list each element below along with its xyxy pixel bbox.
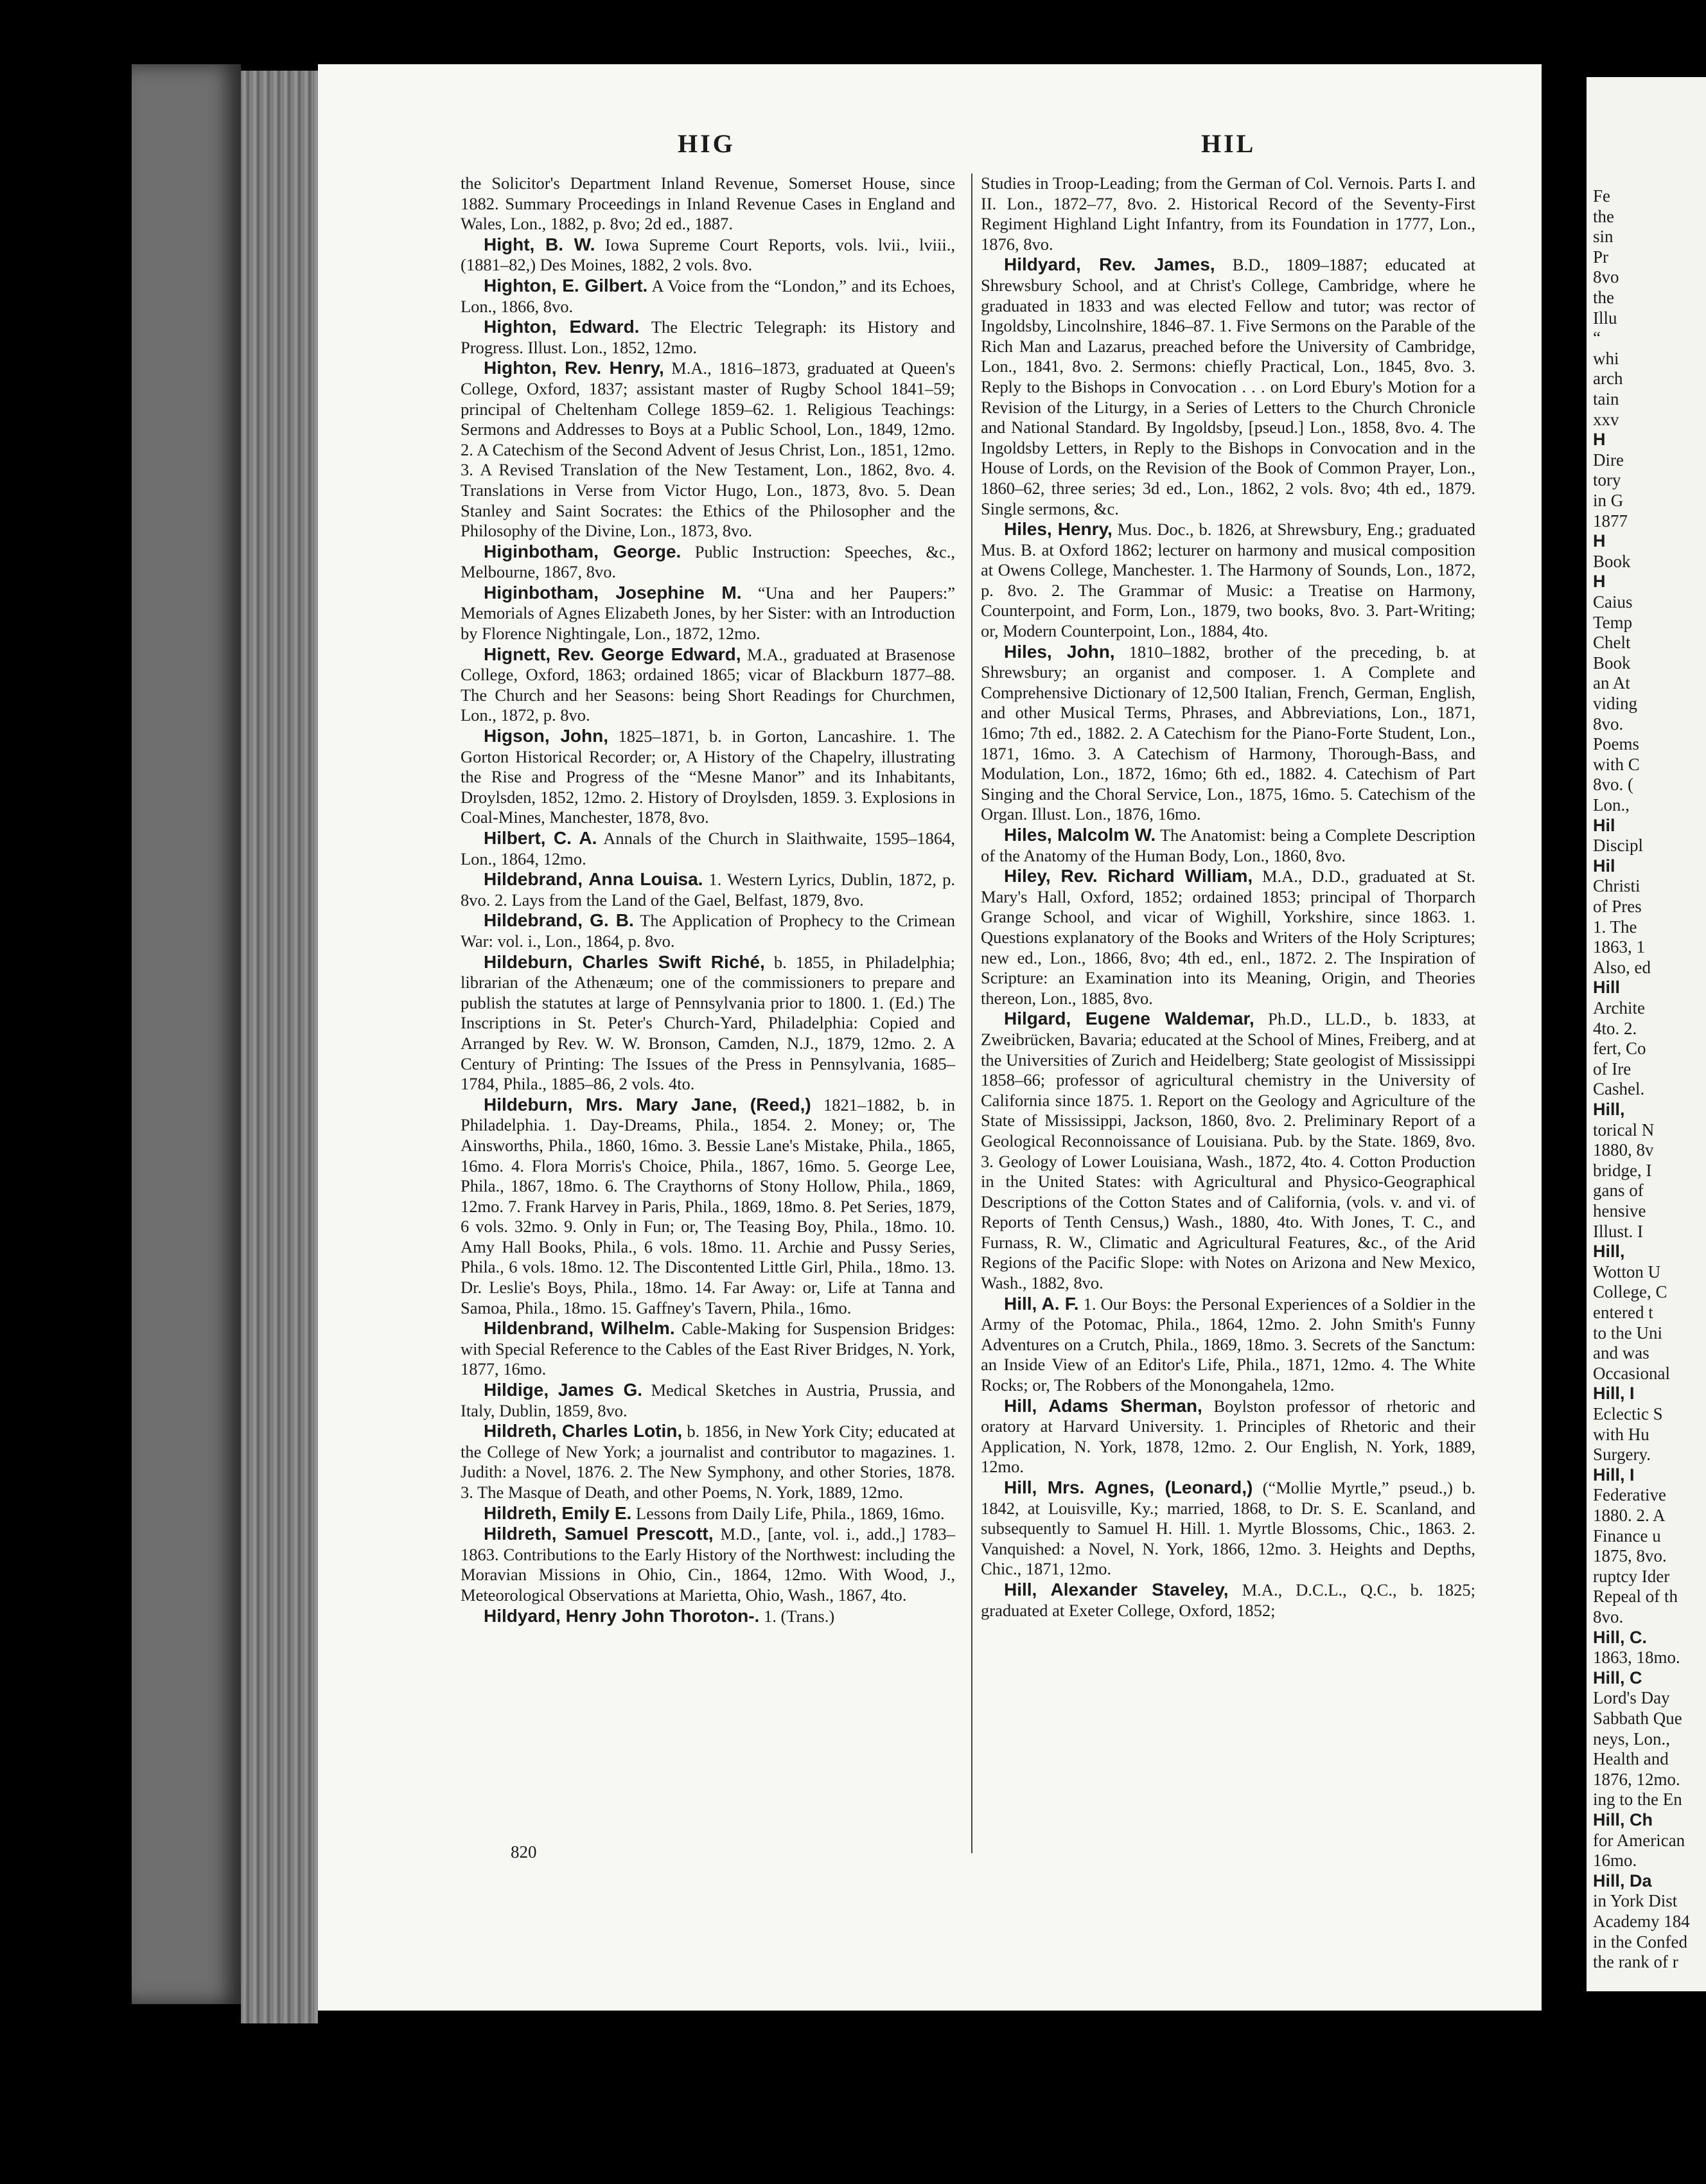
adjacent-page-fragment: Dire xyxy=(1593,450,1624,470)
adjacent-page-fragment: Book xyxy=(1593,653,1631,673)
adjacent-page-fragment: 1880, 8v xyxy=(1593,1140,1654,1160)
dictionary-entry xyxy=(461,869,955,910)
entry-headword: Hiley, Rev. Richard William, xyxy=(1004,866,1253,886)
adjacent-page-fragment: “ xyxy=(1593,328,1601,348)
adjacent-page-fragment: fert, Co xyxy=(1593,1039,1646,1059)
entry-headword: Hill, Alexander Staveley, xyxy=(1004,1579,1229,1599)
adjacent-page-fragment: with Hu xyxy=(1593,1424,1649,1444)
entry-text: 1. Western Lyrics, Dublin, 1872, p. 8vo. 2. Lays from the Land of the Gael, Belfast, 1879, 8vo. xyxy=(461,870,955,910)
adjacent-page-fragment: Christi xyxy=(1593,876,1640,896)
entry-headword: Highton, E. Gilbert. xyxy=(484,275,648,295)
entry-text: Boylston professor of rhetoric and oratory at Harvard University. 1. Principles of Rhetoric and their Application, N. York, 1878, 12mo. 2. Our English, N. York, 1889, 12mo. xyxy=(981,1396,1476,1477)
entry-text: 1821–1882, b. in Philadelphia. 1. Day-Dreams, Phila., 1854. 2. Money; or, The Ainsworths, Phila., 1860, 16mo. 3. Bessie Lane's Mistake, Phila., 1865, 16mo. 4. Flora Morris's Choice, Phila., 1867, 16mo. 5. George Lee, Phila., 1867, 18mo. 6. The Craythorns of Stony Hollow, Phila., 1869, 12mo. 7. Frank Harvey in Paris, Phila., 1869, 18mo. 8. Pet Series, 1879, 6 vols. 32mo. 9. Only in Fun; or, The Teasing Boy, Phila., 18mo. 10. Amy Hall Books, Phila., 6 vols. 18mo. 11. Archie and Pussy Series, Phila., 6 vols. 18mo. 12. The Discontented Little Girl, Phila., 18mo. 13. Dr. Leslie's Boys, Phila., 18mo. 14. Far Away: or, Life at Tanna and Samoa, Phila., 18mo. 15. Gaffney's Tavern, Phila., 16mo. xyxy=(461,1095,955,1317)
adjacent-page-fragment: Hill, Da xyxy=(1593,1871,1652,1890)
entry-text: B.D., 1809–1887; educated at Shrewsbury School, and at Christ's College, Cambridge, where he graduated in 1833 and was elected Fellow and tutor; was rector of Ingoldsby, Lincolnshire, 1846–87. 1. Five Sermons on the Parable of the Rich Man and Lazarus, preached before the University of Cambridge, Lon., 1841, 8vo. 2. Sermons: chiefly Practical, Lon., 1845, 8vo. 3. Reply to the Bishops in Convocation . . . on Lord Ebury's Motion for a Revision of the Liturgy, in a Series of Letters to the Church Chronicle and National Standard. By Ingoldsby, [pseud.] Lon., 1858, 8vo. 4. The Ingoldsby Letters, in Reply to the Bishops in Convocation and in the House of Lords, on the Revision of the Book of Common Prayer, Lon., 1860–62, three series; 3d ed., Lon., 1862, 2 vols. 8vo; 4th ed., 1879. Single sermons, &c. xyxy=(981,255,1475,518)
adjacent-page-fragment: Hil xyxy=(1593,815,1615,835)
adjacent-page-fragment: torical N xyxy=(1593,1120,1655,1140)
adjacent-page-fragment: arch xyxy=(1593,369,1623,389)
adjacent-page-fragment: Hill, C. xyxy=(1593,1627,1648,1647)
dictionary-entry xyxy=(461,1380,955,1421)
adjacent-page-fragment: 8vo. ( xyxy=(1593,775,1633,795)
entry-headword: Higinbotham, George. xyxy=(484,541,682,561)
adjacent-page-fragment: Illu xyxy=(1593,308,1617,328)
entry-text: 1810–1882, brother of the preceding, b. at Shrewsbury; an organist and composer. 1. A Complete and Comprehensive Dictionary of 12,500 Italian, French, German, English, and other Musical Terms, Phrases, and Abbreviations, Lon., 1871, 16mo; 7th ed., 1882. 2. A Catechism for the Piano-Forte Student, Lon., 1871, 16mo. 3. A Catechism of Harmony, Thorough-Bass, and Modulation, Lon., 1872, 16mo; 6th ed., 1882. 4. Catechism of Part Singing and the Choral Service, Lon., 1875, 16mo. 5. Catechism of the Organ. Illust. Lon., 1876, 16mo. xyxy=(981,642,1475,824)
adjacent-page-fragment: Lon., xyxy=(1593,795,1630,815)
dictionary-entry xyxy=(981,519,1475,642)
dictionary-entry xyxy=(981,642,1475,825)
adjacent-page-fragment: with C xyxy=(1593,754,1640,774)
adjacent-page-fragment: an At xyxy=(1593,673,1630,693)
dictionary-entry xyxy=(981,173,1475,254)
adjacent-page-fragment: Book xyxy=(1593,551,1631,571)
adjacent-page-fragment: Discipl xyxy=(1593,836,1643,856)
adjacent-page-fragment: Lord's Day xyxy=(1593,1688,1670,1708)
adjacent-page-fragment: 8vo xyxy=(1593,267,1619,287)
entry-text: “Una and her Paupers:” Memorials of Agnes Elizabeth Jones, by her Sister: with an Introduction by Florence Nightingale, Lon., 1872, 12mo. xyxy=(461,583,955,644)
entry-text: The Electric Telegraph: its History and Progress. Illust. Lon., 1852, 12mo. xyxy=(461,317,955,357)
adjacent-page-fragment: Hill, Ch xyxy=(1593,1810,1653,1829)
column-divider xyxy=(971,173,972,1853)
entry-headword: Hildreth, Samuel Prescott, xyxy=(484,1524,714,1544)
adjacent-page-fragment: ing to the En xyxy=(1593,1790,1682,1810)
dictionary-entry xyxy=(461,644,955,726)
dictionary-entry xyxy=(981,254,1475,519)
adjacent-page-fragment: Pr xyxy=(1593,247,1609,267)
entry-text: The Anatomist: being a Complete Description of the Anatomy of the Human Body, Lon., 1860, 8vo. xyxy=(981,825,1476,865)
dictionary-entry xyxy=(461,317,955,358)
adjacent-page-fragment: in G xyxy=(1593,491,1624,510)
book-page xyxy=(318,64,1542,2011)
adjacent-page-fragment: 8vo. xyxy=(1593,1607,1624,1626)
adjacent-page-fragment: Sabbath Que xyxy=(1593,1709,1682,1728)
adjacent-page-fragment: Occasional xyxy=(1593,1363,1670,1383)
entry-headword: Hildebrand, G. B. xyxy=(484,910,634,931)
entry-text: M.A., graduated at Brasenose College, Oxford, 1863; ordained 1865; vicar of Blackburn 1877–88. The Church and her Seasons: being Short Readings for Churchmen, Lon., 1872, p. 8vo. xyxy=(461,644,955,725)
adjacent-page-fragment: Illust. I xyxy=(1593,1221,1643,1241)
adjacent-page-fragment: of Pres xyxy=(1593,897,1642,916)
adjacent-page-fragment: Poems xyxy=(1593,734,1640,754)
entry-headword: Hilgard, Eugene Waldemar, xyxy=(1004,1008,1254,1029)
entry-headword: Hildige, James G. xyxy=(484,1380,643,1400)
adjacent-page-fragment: Hill, I xyxy=(1593,1384,1635,1404)
adjacent-page-fragment: Temp xyxy=(1593,612,1633,632)
entry-headword: Hildebrand, Anna Louisa. xyxy=(484,869,703,890)
dictionary-entry xyxy=(461,358,955,541)
adjacent-page-fragment: 1863, 18mo. xyxy=(1593,1648,1680,1668)
adjacent-page-fragment: tory xyxy=(1593,470,1621,490)
adjacent-page-fragment: Hill, xyxy=(1593,1100,1625,1119)
entry-text: 1. Our Boys: the Personal Experiences of a Soldier in the Army of the Potomac, Phila., 1864, 12mo. 2. John Smith's Funny Adventures on a Crutch, Phila., 1869, 18mo. 3. Secrets of the Sanctum: an Inside View of an Editor's Life, Phila., 1871, 12mo. 4. The White Rocks; or, The Robbers of the Monongahela, 12mo. xyxy=(981,1294,1476,1395)
running-head-right: HIL xyxy=(1201,129,1256,158)
entry-headword: Hildenbrand, Wilhelm. xyxy=(484,1318,675,1339)
adjacent-page-fragment: tain xyxy=(1593,389,1619,409)
entry-text: b. 1855, in Philadelphia; librarian of the Athenæum; one of the commissioners to prepare and publish the statutes at large of Pennsylvania prior to 1800. 1. (Ed.) The Inscriptions in St. Peter's Church-Yard, Philadelphia: Copied and Arranged by Rev. W. W. Bronson, Camden, N.J., 1879, 12mo. 2. A Century of Printing: The Issues of the Press in Pennsylvania, 1685–1784, Phila., 1885–86, 2 vols. 4to. xyxy=(461,952,956,1094)
entry-headword: Hildyard, Rev. James, xyxy=(1004,254,1215,275)
adjacent-page-fragment: in York Dist xyxy=(1593,1891,1678,1911)
adjacent-page-fragment: the xyxy=(1593,206,1614,226)
entry-text: Iowa Supreme Court Reports, vols. lvii., lviii., (1881–82,) Des Moines, 1882, 2 vols. 8vo. xyxy=(461,234,955,275)
entry-headword: Higson, John, xyxy=(484,726,608,746)
entry-headword: Hildreth, Charles Lotin, xyxy=(484,1421,683,1441)
adjacent-page-fragment: 16mo. xyxy=(1593,1851,1637,1871)
entry-headword: Hignett, Rev. George Edward, xyxy=(484,644,741,664)
entry-text: Lessons from Daily Life, Phila., 1869, 16mo. xyxy=(631,1503,945,1523)
entry-text: The Application of Prophecy to the Crimean War: vol. i., Lon., 1864, p. 8vo. xyxy=(461,911,955,951)
adjacent-page-fragment: H xyxy=(1593,531,1606,551)
entry-text: Public Instruction: Speeches, &c., Melbourne, 1867, 8vo. xyxy=(461,542,955,582)
adjacent-page-fragment: 8vo. xyxy=(1593,714,1624,734)
entry-headword: Hight, B. W. xyxy=(484,234,595,254)
adjacent-page-fragment: Caius xyxy=(1593,592,1633,612)
book-edge-shadow xyxy=(132,64,241,2004)
adjacent-page-fragment: H xyxy=(1593,430,1606,450)
adjacent-page-fragment: College, C xyxy=(1593,1282,1667,1302)
page-stack-edges xyxy=(241,71,318,2023)
entry-text: 1. (Trans.) xyxy=(759,1606,835,1626)
dictionary-entry xyxy=(981,825,1475,866)
entry-headword: Hiles, John, xyxy=(1004,641,1115,662)
adjacent-page-fragment: entered t xyxy=(1593,1303,1653,1322)
entry-text: M.A., D.C.L., Q.C., b. 1825; graduated at Exeter College, Oxford, 1852; xyxy=(981,1580,1475,1620)
dictionary-entry xyxy=(461,952,955,1095)
dictionary-entry xyxy=(981,1294,1475,1396)
entry-text: M.A., 1816–1873, graduated at Queen's College, Oxford, 1837; assistant master of Rugby School 1841–59; principal of Cheltenham College 1859–62. 1. Religious Teachings: Sermons and Addresses to Boys at a Public School, Lon., 1849, 12mo. 2. A Catechism of the Second Advent of Jesus Christ, Lon., 1851, 12mo. 3. A Revised Translation of the New Testament, Lon., 1862, 8vo. 4. Translations in Verse from Victor Hugo, Lon., 1873, 8vo. 5. Dean Stanley and Saint Socrates: the Ethics of the Philosopher and the Philosophy of the Divine, Lon., 1873, 8vo. xyxy=(461,358,955,541)
dictionary-entry xyxy=(461,234,955,276)
entry-text: the Solicitor's Department Inland Revenue, Somerset House, since 1882. Summary Proceedings in Inland Revenue Cases in England and Wales, Lon., 1882, p. 8vo; 2d ed., 1887. xyxy=(461,173,955,234)
adjacent-page-fragment: 1876, 12mo. xyxy=(1593,1769,1680,1789)
adjacent-page-fragment: 1863, 1 xyxy=(1593,937,1645,957)
adjacent-page-fragment: the rank of r xyxy=(1593,1952,1678,1972)
entry-headword: Highton, Rev. Henry, xyxy=(484,358,664,378)
entry-headword: Highton, Edward. xyxy=(484,317,640,337)
adjacent-page-fragment: Hil xyxy=(1593,856,1615,876)
adjacent-page-fragment: 1877 xyxy=(1593,511,1628,531)
dictionary-entry xyxy=(981,1580,1475,1621)
dictionary-entry xyxy=(461,1095,955,1319)
dictionary-entry xyxy=(461,542,955,583)
entry-headword: Hildyard, Henry John Thoroton-. xyxy=(484,1605,760,1626)
entry-headword: Hill, Adams Sherman, xyxy=(1004,1395,1202,1416)
entry-headword: Hill, Mrs. Agnes, (Leonard,) xyxy=(1004,1477,1253,1497)
adjacent-page-fragment: 1880. 2. A xyxy=(1593,1506,1666,1525)
adjacent-page-fragment: Hill, xyxy=(1593,1242,1625,1262)
page-number: 820 xyxy=(511,1842,537,1862)
dictionary-entry xyxy=(461,583,955,644)
dictionary-entry xyxy=(981,1008,1475,1293)
adjacent-page-fragment: the xyxy=(1593,288,1614,307)
adjacent-page-fragment: for American xyxy=(1593,1830,1685,1850)
entry-headword: Hildeburn, Mrs. Mary Jane, (Reed,) xyxy=(484,1094,811,1114)
left-column xyxy=(461,173,955,1626)
dictionary-entry xyxy=(981,866,1475,1008)
adjacent-page-fragment: ruptcy Ider xyxy=(1593,1566,1670,1586)
adjacent-page-fragment: Repeal of th xyxy=(1593,1587,1678,1607)
adjacent-page-fragment: Eclectic S xyxy=(1593,1404,1663,1423)
dictionary-entry xyxy=(461,828,955,869)
dictionary-entry xyxy=(461,1503,955,1524)
adjacent-page-fragment: bridge, I xyxy=(1593,1160,1652,1180)
adjacent-page-fragment: Hill, C xyxy=(1593,1668,1642,1687)
dictionary-entry xyxy=(461,173,955,234)
entry-headword: Higinbotham, Josephine M. xyxy=(484,582,742,603)
right-column xyxy=(981,173,1475,1621)
adjacent-page-fragment: Finance u xyxy=(1593,1526,1661,1546)
adjacent-page-fragment: 4to. 2. xyxy=(1593,1018,1637,1038)
entry-text: Studies in Troop-Leading; from the German of Col. Vernois. Parts I. and II. Lon., 1872–77, 8vo. 2. Historical Record of the Seventy-First Regiment Highland Light Infantry, from its Foundation in 1777, Lon., 1876, 8vo. xyxy=(981,173,1475,254)
adjacent-page-fragment: hensive xyxy=(1593,1201,1646,1220)
dictionary-entry xyxy=(461,910,955,951)
entry-headword: Hildeburn, Charles Swift Riché, xyxy=(484,951,765,972)
entry-text: M.A., D.D., graduated at St. Mary's Hall, Oxford, 1852; ordained 1853; principal of Thorparch Grange School, and vicar of Wighill, Yorkshire, since 1863. 1. Questions explanatory of the Books and Writers of the Holy Scriptures; new ed., Lon., 1866, 8vo; 4th ed., enl., 1872. 2. The Inspiration of Scripture: an Examination into its Meaning, Origin, and Theories thereon, Lon., 1885, 8vo. xyxy=(981,867,1475,1008)
adjacent-page-fragment: to the Uni xyxy=(1593,1323,1662,1343)
running-head-left: HIG xyxy=(678,129,735,158)
entry-text: A Voice from the “London,” and its Echoes, Lon., 1866, 8vo. xyxy=(461,276,956,316)
adjacent-page-fragment: neys, Lon., xyxy=(1593,1729,1670,1748)
entry-headword: Hill, A. F. xyxy=(1004,1293,1079,1314)
entry-headword: Hiles, Malcolm W. xyxy=(1004,825,1156,845)
dictionary-entry xyxy=(981,1396,1475,1477)
entry-text: Annals of the Church in Slaithwaite, 1595–1864, Lon., 1864, 12mo. xyxy=(461,829,955,868)
adjacent-page-fragment: Fe xyxy=(1593,186,1610,206)
adjacent-page-fragment: Archite xyxy=(1593,998,1645,1017)
adjacent-page-fragment: whi xyxy=(1593,348,1619,368)
adjacent-page-fragment: sin xyxy=(1593,227,1614,247)
entry-text: (“Mollie Myrtle,” pseud.,) b. 1842, at Louisville, Ky.; married, 1868, to Dr. S. E. Scanland, and subsequently to Samuel H. Hill. 1. Myrtle Blossoms, Chic., 1863. 2. Vanquished: a Novel, N. York, 1866, 12mo. 3. Heights and Depths, Chic., 1871, 12mo. xyxy=(981,1478,1475,1579)
entry-headword: Hiles, Henry, xyxy=(1004,519,1112,540)
entry-text: Mus. Doc., b. 1826, at Shrewsbury, Eng.; graduated Mus. B. at Oxford 1862; lecturer on harmony and musical composition at Owens College, Manchester. 1. The Harmony of Sounds, Lon., 1872, p. 8vo. 2. The Grammar of Music: a Treatise on Harmony, Counterpoint, and Form, Lon., 1879, two books, 8vo. 3. Part-Writing; or, Modern Counterpoint, Lon., 1884, 4to. xyxy=(981,520,1475,641)
adjacent-page-fragment: Surgery. xyxy=(1593,1445,1651,1465)
entry-text: b. 1856, in New York City; educated at the College of New York; a journalist and contributor to magazines. 1. Judith: a Novel, 1876. 2. The New Symphony, and other Stories, 1878. 3. The Masque of Death, and other Poems, N. York, 1889, 12mo. xyxy=(461,1422,955,1502)
adjacent-page-fragment: Cashel. xyxy=(1593,1079,1645,1099)
adjacent-page-fragment: Wotton U xyxy=(1593,1262,1661,1281)
adjacent-page-fragment: in the Confed xyxy=(1593,1932,1687,1951)
dictionary-entry xyxy=(981,1477,1475,1580)
dictionary-entry xyxy=(461,726,955,828)
dictionary-entry xyxy=(461,276,955,317)
adjacent-page-fragment: xxv xyxy=(1593,409,1619,429)
adjacent-page-fragment: Hill xyxy=(1593,978,1621,998)
adjacent-page-fragment: Chelt xyxy=(1593,633,1631,653)
adjacent-page-fragment: Hill, I xyxy=(1593,1465,1635,1484)
entry-text: Medical Sketches in Austria, Prussia, and Italy, Dublin, 1859, 8vo. xyxy=(461,1380,955,1420)
entry-headword: Hilbert, C. A. xyxy=(484,828,597,848)
entry-headword: Hildreth, Emily E. xyxy=(484,1502,632,1523)
entry-text: Ph.D., LL.D., b. 1833, at Zweibrücken, Bavaria; educated at the School of Mines, Freiberg, and at the Universities of Zurich and Heidelberg; State geologist of Mississippi 1858–66; professor of agricultural chemistry in the University of California since 1875. 1. Report on the Geology and Agriculture of the State of Mississippi, Jackson, 1860, 8vo. 2. Preliminary Report of a Geological Reconnoissance of Louisiana. Pub. by the State. 1869, 8vo. 3. Geology of Lower Louisiana, Wash., 1872, 4to. 4. Cotton Production in the United States: with Agricultural and Physico-Geographical Descriptions of the Cotton States and of California, (vols. v. and vi. of Reports of Tenth Census,) Wash., 1880, 4to. With Jones, T. C., and Furnass, R. W., Climatic and Agricultural Features, &c., of the Arid Regions of the Pacific Slope: with Notes on Arizona and New Mexico, Wash., 1882, 8vo. xyxy=(981,1009,1475,1293)
entry-text: Cable-Making for Suspension Bridges: with Special Reference to the Cables of the East River Bridges, N. York, 1877, 16mo. xyxy=(461,1319,955,1379)
dictionary-entry xyxy=(461,1524,955,1605)
dictionary-entry xyxy=(461,1318,955,1380)
entry-text: M.D., [ante, vol. i., add.,] 1783–1863. Contributions to the Early History of the Northwest: including the Moravian Missions in Ohio, Cin., 1864, 12mo. With Wood, J., Meteorological Observations at Marietta, Ohio, Wash., 1867, 4to. xyxy=(461,1524,955,1605)
adjacent-page-fragment: Health and xyxy=(1593,1749,1669,1769)
entry-text: 1825–1871, b. in Gorton, Lancashire. 1. The Gorton Historical Recorder; or, A History of the Chapelry, illustrating the Rise and Progress of the “Mesne Manor” and its Inhabitants, Droylsden, 1852, 12mo. 2. History of Droylsden, 1859. 3. Explosions in Coal-Mines, Manchester, 1878, 8vo. xyxy=(461,727,955,827)
adjacent-page-fragment: Also, ed xyxy=(1593,957,1651,977)
adjacent-page-fragment: gans of xyxy=(1593,1181,1644,1201)
dictionary-entry xyxy=(461,1606,955,1627)
dictionary-entry xyxy=(461,1421,955,1502)
adjacent-page-fragment: and was xyxy=(1593,1343,1649,1363)
adjacent-page-fragment: Federative xyxy=(1593,1485,1666,1505)
adjacent-page-fragment: 1875, 8vo. xyxy=(1593,1546,1667,1566)
adjacent-page-fragment: H xyxy=(1593,572,1606,592)
adjacent-page-fragment: 1. The xyxy=(1593,917,1637,937)
adjacent-page-fragment: viding xyxy=(1593,694,1638,713)
adjacent-page-fragment: Academy 184 xyxy=(1593,1912,1690,1931)
adjacent-page-edge xyxy=(1587,77,1706,1991)
adjacent-page-fragment: of Ire xyxy=(1593,1059,1631,1079)
